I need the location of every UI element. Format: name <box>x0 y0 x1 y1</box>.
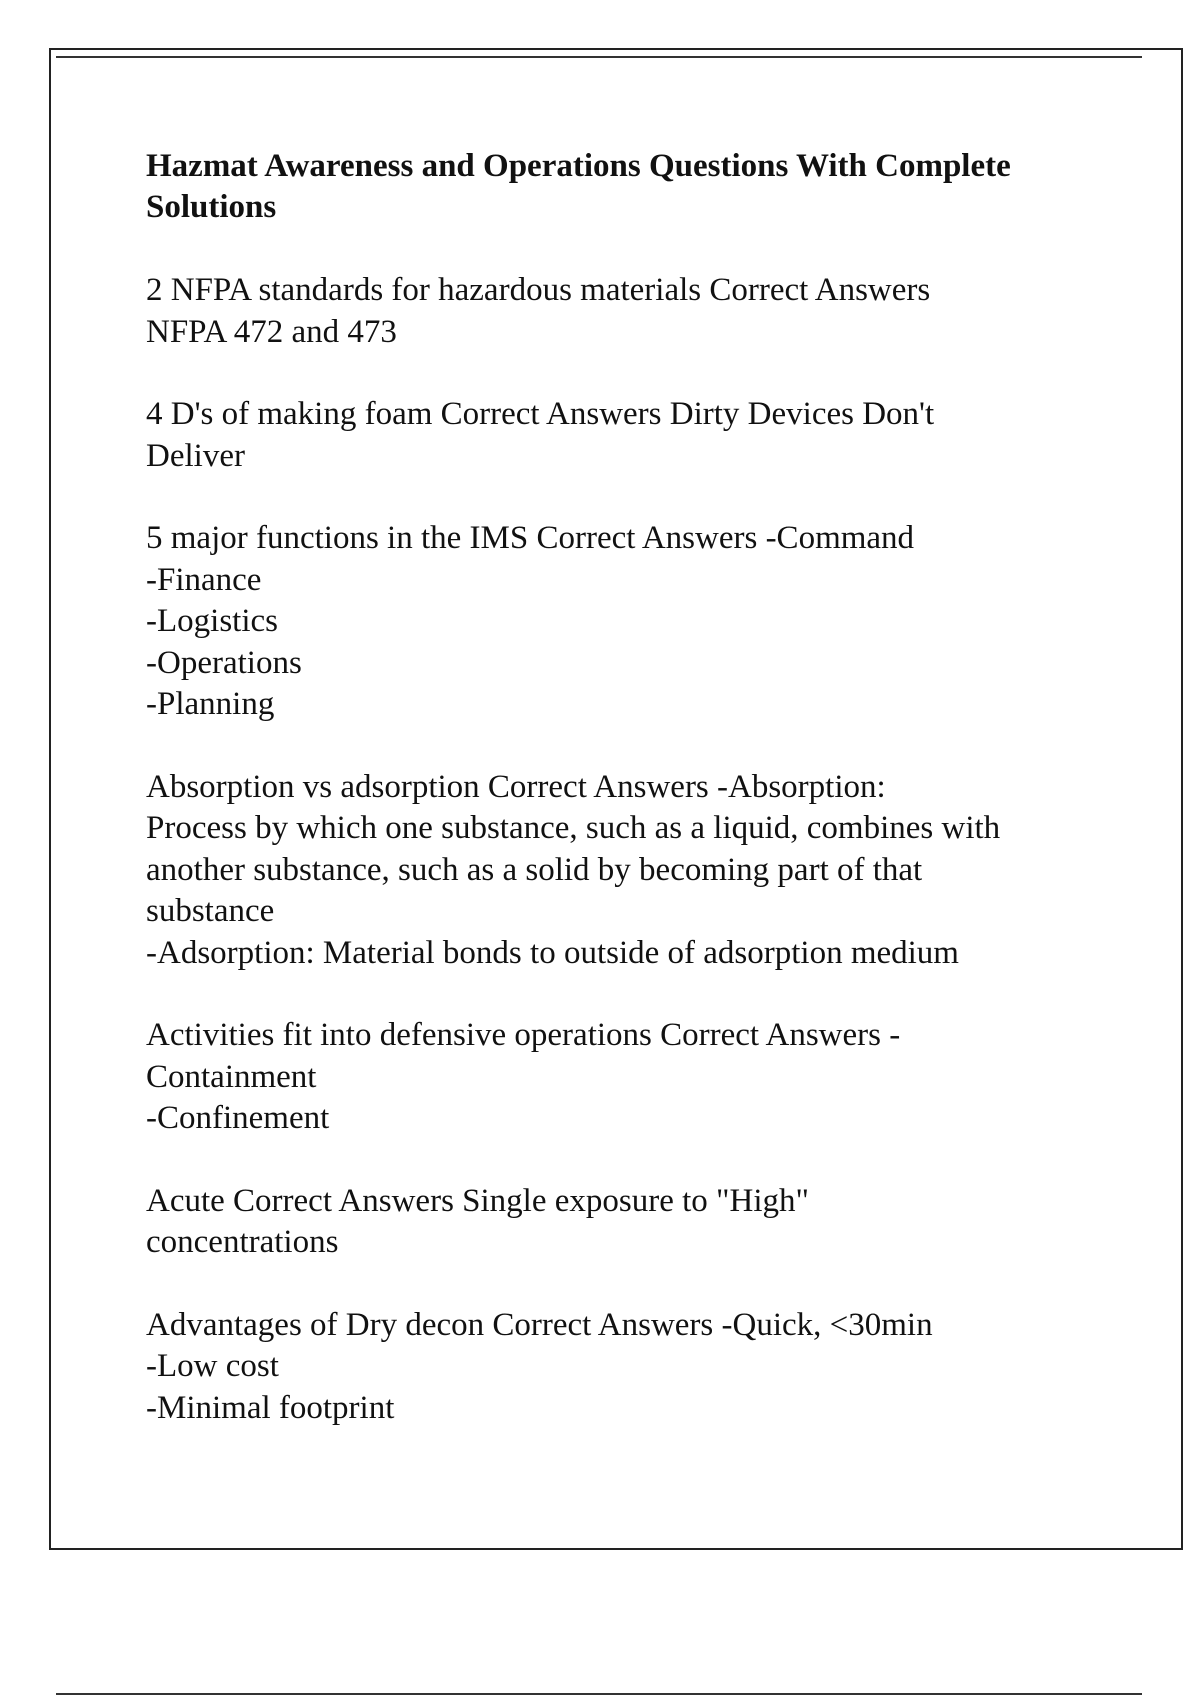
qa-entry: Activities fit into defensive operations Correct Answers - Containment -Confinement <box>146 1017 901 1136</box>
header-rule <box>56 56 1142 58</box>
qa-entry: Advantages of Dry decon Correct Answers -Quick, <30min -Low cost -Minimal footprint <box>146 1306 933 1426</box>
qa-entry: 2 NFPA standards for hazardous materials Correct Answers NFPA 472 and 473 <box>146 272 931 350</box>
document-title: Hazmat Awareness and Operations Questions With Complete Solutions <box>146 148 1011 225</box>
qa-entry: 4 D's of making foam Correct Answers Dirty Devices Don't Deliver <box>146 396 935 474</box>
qa-entry: Acute Correct Answers Single exposure to "High" concentrations <box>146 1182 809 1260</box>
footer-rule <box>56 1693 1142 1695</box>
document-body <box>146 146 1106 1470</box>
qa-entry: Absorption vs adsorption Correct Answers -Absorption: Process by which one substance, such as a liquid, combines with another substance, such as a solid by becoming part of that substance -Adsorption: Material bonds to outside of adsorption medium <box>146 768 1001 971</box>
qa-entry: 5 major functions in the IMS Correct Answers -Command -Finance -Logistics -Operations -Planning <box>146 520 915 722</box>
